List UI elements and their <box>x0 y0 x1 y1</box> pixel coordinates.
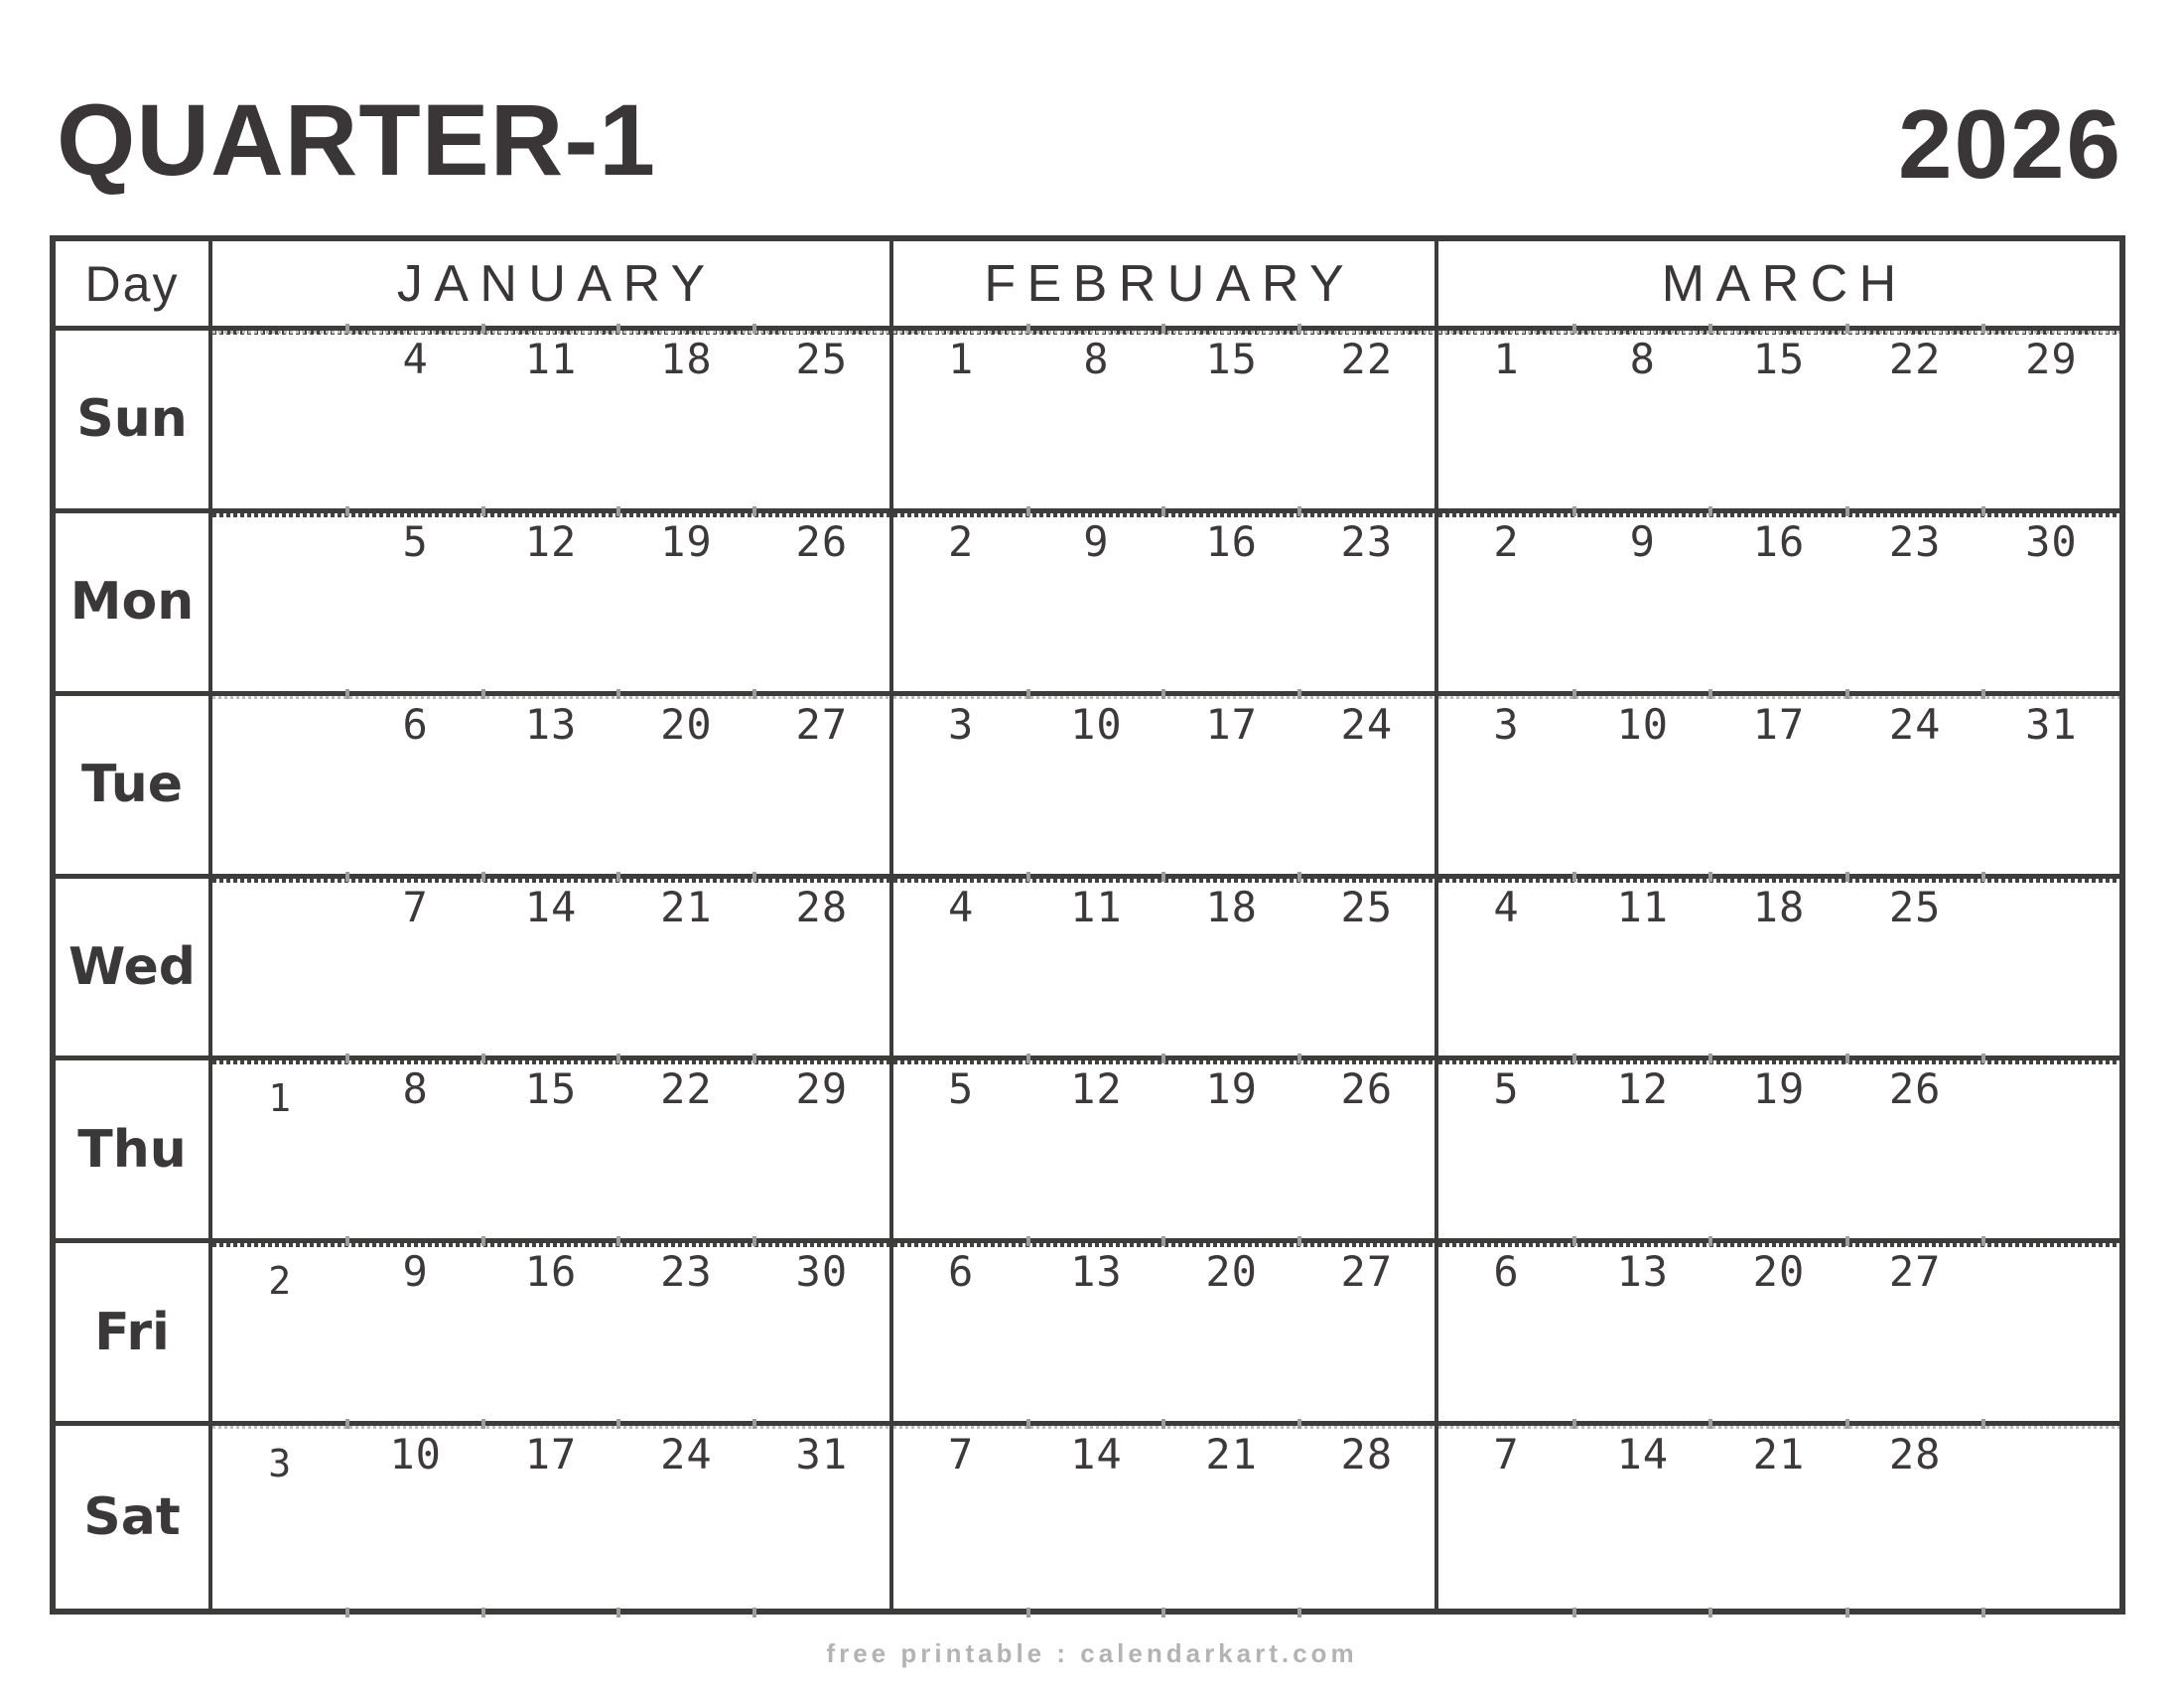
week-tick <box>616 324 620 334</box>
date-cell: 20 <box>1752 1247 1806 1297</box>
month-cell <box>893 1243 1438 1426</box>
week-tick <box>752 689 756 699</box>
week-tick <box>1708 324 1712 334</box>
date-cell: 1 <box>948 335 975 383</box>
week-tick <box>1572 1419 1576 1429</box>
date-cell <box>212 696 347 748</box>
week-tick <box>1845 872 1849 882</box>
week-tick <box>752 324 756 334</box>
week-dates-row <box>212 879 889 930</box>
week-tick <box>1981 1419 1985 1429</box>
week-tick <box>1845 689 1849 699</box>
month-cell <box>1438 331 2119 513</box>
week-tick <box>616 1419 620 1429</box>
week-tick <box>616 506 620 516</box>
date-cell: 21 <box>1752 1430 1806 1479</box>
date-cell: 5 <box>402 516 429 566</box>
date-cell: 1 <box>1493 335 1520 383</box>
date-cell <box>1983 1243 2119 1295</box>
week-tick <box>1161 506 1165 516</box>
week-tick <box>1572 1054 1576 1063</box>
date-cell: 31 <box>795 1430 849 1479</box>
week-tick <box>345 1419 349 1429</box>
date-cell <box>212 879 347 930</box>
date-cell: 29 <box>2025 335 2078 383</box>
date-cell: 10 <box>1070 699 1123 749</box>
week-tick <box>752 1236 756 1246</box>
week-dates-row <box>893 696 1434 748</box>
date-cell: 14 <box>1616 1430 1670 1479</box>
week-tick <box>1572 689 1576 699</box>
date-cell: 16 <box>524 1247 578 1297</box>
week-tick <box>1297 872 1301 882</box>
week-tick <box>1572 1236 1576 1246</box>
week-dates-row <box>893 879 1434 930</box>
week-dates-row <box>1438 696 2119 748</box>
date-cell: 23 <box>660 1247 713 1297</box>
week-dates-row <box>212 1426 889 1486</box>
week-tick <box>616 1608 620 1618</box>
date-cell: 5 <box>1493 1064 1520 1114</box>
day-header-cell: Day <box>56 241 212 331</box>
date-cell: 23 <box>1340 516 1394 566</box>
week-tick <box>1981 1608 1985 1618</box>
rule-line <box>1438 513 2119 517</box>
date-cell: 25 <box>795 335 849 383</box>
week-tick <box>1026 872 1030 882</box>
date-cell <box>212 513 347 565</box>
week-tick <box>1708 872 1712 882</box>
rule-line <box>212 513 889 517</box>
date-cell: 3 <box>948 699 975 749</box>
week-tick <box>1708 689 1712 699</box>
week-tick <box>481 689 485 699</box>
rule-line <box>212 331 889 334</box>
month-cell <box>212 1060 893 1243</box>
rule-line <box>1438 879 2119 883</box>
date-cell: 7 <box>402 882 429 931</box>
date-cell: 19 <box>1205 1064 1258 1114</box>
week-tick <box>1161 1054 1165 1063</box>
date-cell: 18 <box>1752 882 1806 931</box>
date-cell: 21 <box>660 882 713 931</box>
date-cell: 9 <box>402 1247 429 1297</box>
date-cell: 15 <box>1752 335 1806 383</box>
month-cell <box>893 1060 1438 1243</box>
date-cell: 2 <box>1493 516 1520 566</box>
week-tick <box>1297 1419 1301 1429</box>
month-header-january: JANUARY <box>212 241 893 331</box>
date-cell: 24 <box>1888 699 1942 749</box>
week-tick <box>345 506 349 516</box>
week-tick <box>1297 506 1301 516</box>
week-dates-row <box>1438 879 2119 930</box>
week-dates-row <box>893 513 1434 565</box>
week-tick <box>1297 1236 1301 1246</box>
week-dates-row <box>1438 331 2119 382</box>
date-cell: 15 <box>524 1064 578 1114</box>
day-label: Sun <box>56 331 212 513</box>
week-dates-row <box>212 513 889 565</box>
week-dates-row <box>1438 1426 2119 1477</box>
week-dates-row <box>1438 513 2119 565</box>
month-cell <box>893 696 1438 879</box>
week-tick <box>1026 1419 1030 1429</box>
date-cell: 27 <box>1888 1247 1942 1297</box>
week-tick <box>1297 689 1301 699</box>
week-dates-row <box>893 331 1434 382</box>
rule-line <box>1438 1243 2119 1247</box>
date-cell: 17 <box>524 1430 578 1479</box>
date-cell: 2 <box>948 516 975 566</box>
date-cell: 19 <box>1752 1064 1806 1114</box>
day-label: Tue <box>56 696 212 879</box>
week-dates-row <box>893 1060 1434 1112</box>
week-dates-row <box>212 696 889 748</box>
date-cell: 6 <box>402 699 429 749</box>
calendar-table <box>50 235 2125 1615</box>
week-tick <box>1708 1608 1712 1618</box>
week-tick <box>481 1419 485 1429</box>
date-cell: 25 <box>1888 882 1942 931</box>
date-cell: 11 <box>1070 882 1123 931</box>
date-cell: 9 <box>1083 516 1110 566</box>
week-tick <box>1845 324 1849 334</box>
week-tick <box>1161 324 1165 334</box>
week-tick <box>1708 1419 1712 1429</box>
date-cell: 28 <box>1888 1430 1942 1479</box>
week-tick <box>345 324 349 334</box>
week-tick <box>1026 324 1030 334</box>
month-cell <box>1438 696 2119 879</box>
week-tick <box>1845 1236 1849 1246</box>
rule-line <box>212 1060 889 1064</box>
page-title: QUARTER-1 <box>57 83 657 197</box>
week-tick <box>752 506 756 516</box>
date-cell: 10 <box>389 1430 442 1479</box>
week-tick <box>345 872 349 882</box>
week-tick <box>1026 1054 1030 1063</box>
month-header-february: FEBRUARY <box>893 241 1438 331</box>
week-tick <box>1981 689 1985 699</box>
month-cell <box>1438 1426 2119 1609</box>
date-cell: 16 <box>1752 516 1806 566</box>
date-cell: 3 <box>268 1442 293 1486</box>
date-cell: 29 <box>795 1064 849 1114</box>
date-cell: 14 <box>524 882 578 931</box>
date-cell: 12 <box>1070 1064 1123 1114</box>
week-tick <box>481 1608 485 1618</box>
date-cell: 13 <box>1616 1247 1670 1297</box>
rule-line <box>1438 696 2119 699</box>
week-tick <box>345 1236 349 1246</box>
week-tick <box>1981 872 1985 882</box>
week-tick <box>616 872 620 882</box>
week-tick <box>1981 324 1985 334</box>
date-cell: 22 <box>660 1064 713 1114</box>
week-tick <box>1297 1054 1301 1063</box>
week-tick <box>616 1054 620 1063</box>
rule-line <box>212 1243 889 1247</box>
day-label: Fri <box>56 1243 212 1426</box>
date-cell: 21 <box>1205 1430 1258 1479</box>
date-cell: 6 <box>948 1247 975 1297</box>
week-tick <box>1572 324 1576 334</box>
date-cell: 2 <box>268 1259 293 1304</box>
month-cell <box>1438 1243 2119 1426</box>
week-dates-row <box>212 331 889 382</box>
date-cell <box>1983 879 2119 930</box>
date-cell: 16 <box>1205 516 1258 566</box>
month-cell <box>212 879 893 1061</box>
month-cell <box>893 1426 1438 1609</box>
date-cell: 5 <box>948 1064 975 1114</box>
date-cell: 4 <box>1493 882 1520 931</box>
month-cell <box>1438 1060 2119 1243</box>
week-dates-row <box>893 1426 1434 1477</box>
date-cell: 14 <box>1070 1430 1123 1479</box>
date-cell: 26 <box>795 516 849 566</box>
month-cell <box>893 879 1438 1061</box>
date-cell: 30 <box>2025 516 2078 566</box>
week-tick <box>752 1054 756 1063</box>
date-cell: 27 <box>1340 1247 1394 1297</box>
week-dates-row <box>212 1243 889 1304</box>
week-tick <box>1981 1054 1985 1063</box>
rule-line <box>1438 1426 2119 1429</box>
week-tick <box>616 1236 620 1246</box>
date-cell: 4 <box>402 335 429 383</box>
date-cell: 11 <box>1616 882 1670 931</box>
date-cell: 12 <box>524 516 578 566</box>
day-label: Thu <box>56 1060 212 1243</box>
week-dates-row <box>1438 1243 2119 1295</box>
date-cell: 23 <box>1888 516 1942 566</box>
day-label: Mon <box>56 513 212 696</box>
week-tick <box>481 1236 485 1246</box>
week-tick <box>1981 506 1985 516</box>
date-cell: 30 <box>795 1247 849 1297</box>
date-cell: 13 <box>524 699 578 749</box>
date-cell: 20 <box>1205 1247 1258 1297</box>
month-cell <box>893 513 1438 696</box>
week-tick <box>1572 1608 1576 1618</box>
week-tick <box>1161 872 1165 882</box>
week-tick <box>1026 1608 1030 1618</box>
date-cell: 15 <box>1205 335 1258 383</box>
week-tick <box>1845 1054 1849 1063</box>
week-tick <box>1845 506 1849 516</box>
week-tick <box>481 324 485 334</box>
week-tick <box>1297 324 1301 334</box>
week-tick <box>481 506 485 516</box>
date-cell: 19 <box>660 516 713 566</box>
week-tick <box>1297 1608 1301 1618</box>
date-cell: 8 <box>1629 335 1656 383</box>
date-cell: 22 <box>1888 335 1942 383</box>
date-cell: 6 <box>1493 1247 1520 1297</box>
week-tick <box>481 1054 485 1063</box>
year-label: 2026 <box>1897 89 2122 199</box>
date-cell: 20 <box>660 699 713 749</box>
date-cell: 7 <box>948 1430 975 1479</box>
week-dates-row <box>893 1243 1434 1295</box>
month-cell <box>212 513 893 696</box>
week-tick <box>616 689 620 699</box>
date-cell: 24 <box>660 1430 713 1479</box>
week-tick <box>1026 506 1030 516</box>
week-tick <box>1708 1236 1712 1246</box>
week-tick <box>1845 1608 1849 1618</box>
date-cell: 28 <box>795 882 849 931</box>
week-tick <box>1161 1419 1165 1429</box>
date-cell: 17 <box>1205 699 1258 749</box>
date-cell: 9 <box>1629 516 1656 566</box>
month-header-march: MARCH <box>1438 241 2119 331</box>
date-cell: 4 <box>948 882 975 931</box>
date-cell: 7 <box>1493 1430 1520 1479</box>
date-cell: 24 <box>1340 699 1394 749</box>
week-tick <box>1161 689 1165 699</box>
date-cell: 11 <box>524 335 578 383</box>
week-tick <box>1161 1608 1165 1618</box>
date-cell: 18 <box>1205 882 1258 931</box>
week-tick <box>1708 506 1712 516</box>
rule-line <box>212 1426 889 1429</box>
week-tick <box>1026 689 1030 699</box>
week-dates-row <box>212 1060 889 1121</box>
week-tick <box>1981 1236 1985 1246</box>
date-cell <box>212 331 347 382</box>
date-cell: 3 <box>1493 699 1520 749</box>
date-cell <box>1983 1060 2119 1112</box>
week-tick <box>1708 1054 1712 1063</box>
footer-text: free printable : calendarkart.com <box>826 1638 1358 1668</box>
date-cell: 18 <box>660 335 713 383</box>
month-cell <box>212 1426 893 1609</box>
rule-line <box>1438 331 2119 334</box>
week-dates-row <box>1438 1060 2119 1112</box>
date-cell: 25 <box>1340 882 1394 931</box>
date-cell: 1 <box>268 1076 293 1121</box>
month-cell <box>1438 513 2119 696</box>
month-cell <box>212 696 893 879</box>
date-cell: 31 <box>2025 699 2078 749</box>
week-tick <box>752 872 756 882</box>
date-cell: 12 <box>1616 1064 1670 1114</box>
date-cell: 22 <box>1340 335 1394 383</box>
week-tick <box>752 1419 756 1429</box>
day-label: Sat <box>56 1426 212 1609</box>
date-cell: 8 <box>402 1064 429 1114</box>
month-cell <box>212 1243 893 1426</box>
date-cell: 13 <box>1070 1247 1123 1297</box>
week-tick <box>752 1608 756 1618</box>
week-tick <box>1572 872 1576 882</box>
date-cell <box>1983 1426 2119 1477</box>
date-cell: 8 <box>1083 335 1110 383</box>
week-tick <box>345 1608 349 1618</box>
week-tick <box>345 1054 349 1063</box>
date-cell: 10 <box>1616 699 1670 749</box>
week-tick <box>1572 506 1576 516</box>
rule-line <box>1438 1060 2119 1064</box>
month-cell <box>212 331 893 513</box>
date-cell: 26 <box>1888 1064 1942 1114</box>
date-cell: 17 <box>1752 699 1806 749</box>
month-cell <box>1438 879 2119 1061</box>
date-cell: 27 <box>795 699 849 749</box>
date-cell: 26 <box>1340 1064 1394 1114</box>
week-tick <box>1161 1236 1165 1246</box>
rule-line <box>212 879 889 883</box>
week-tick <box>481 872 485 882</box>
rule-line <box>212 696 889 699</box>
date-cell: 28 <box>1340 1430 1394 1479</box>
week-tick <box>1845 1419 1849 1429</box>
day-label: Wed <box>56 879 212 1061</box>
week-tick <box>1026 1236 1030 1246</box>
month-cell <box>893 331 1438 513</box>
week-tick <box>345 689 349 699</box>
